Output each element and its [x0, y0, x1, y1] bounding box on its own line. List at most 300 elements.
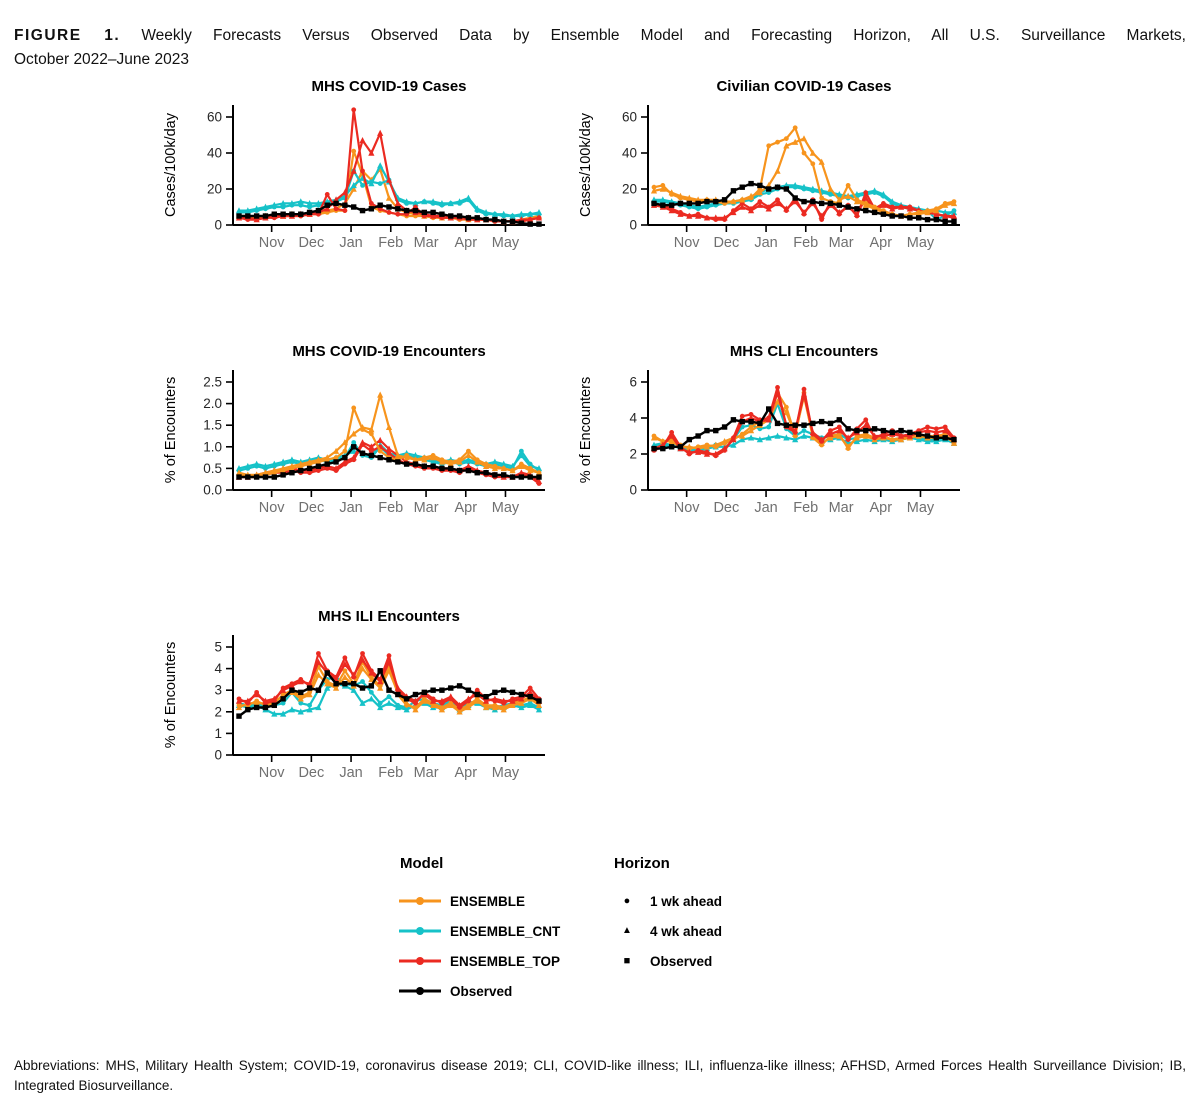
data-point-circle: [290, 203, 295, 208]
x-tick-label: Apr: [869, 235, 893, 251]
data-point-circle: [404, 703, 409, 708]
data-point-square: [881, 428, 886, 433]
data-point-circle: [334, 206, 339, 211]
data-point-circle: [431, 696, 436, 701]
data-point-circle: [766, 425, 771, 430]
data-point-square: [925, 433, 930, 438]
data-point-circle: [492, 212, 497, 217]
data-point-square: [536, 698, 541, 703]
data-point-square: [245, 213, 250, 218]
x-tick-label: Jan: [339, 235, 363, 251]
data-point-square: [828, 201, 833, 206]
data-point-circle: [528, 217, 533, 222]
data-point-square: [360, 685, 365, 690]
data-point-circle: [413, 701, 418, 706]
data-point-square: [845, 426, 850, 431]
chart-mhs-cli-encounters: [575, 342, 995, 526]
data-point-square: [386, 204, 391, 209]
data-point-square: [792, 423, 797, 428]
data-point-square: [828, 421, 833, 426]
data-point-square: [660, 203, 665, 208]
y-tick-label: 3: [214, 682, 222, 698]
data-point-circle: [466, 197, 471, 202]
data-point-square: [316, 464, 321, 469]
data-point-square: [280, 696, 285, 701]
data-point-triangle: [827, 186, 833, 192]
data-point-circle: [404, 453, 409, 458]
data-point-circle: [802, 151, 807, 156]
data-point-square: [351, 444, 356, 449]
data-point-square: [687, 201, 692, 206]
data-point-square: [669, 444, 674, 449]
x-tick-label: Nov: [258, 500, 285, 516]
data-point-square: [466, 468, 471, 473]
data-point-circle: [387, 653, 392, 658]
y-axis-title: Cases/100k/day: [578, 113, 594, 217]
data-point-square: [678, 201, 683, 206]
x-tick-label: Feb: [793, 500, 819, 516]
data-point-square: [333, 681, 338, 686]
data-point-square: [369, 206, 374, 211]
data-point-circle: [766, 205, 771, 210]
data-point-circle: [484, 462, 489, 467]
data-point-square: [475, 470, 480, 475]
data-point-circle: [846, 437, 851, 442]
data-point-circle: [510, 214, 515, 219]
data-point-square: [784, 186, 789, 191]
data-point-triangle: [359, 137, 365, 143]
data-point-square: [448, 685, 453, 690]
data-point-square: [307, 685, 312, 690]
x-tick-label: Jan: [754, 500, 778, 516]
data-point-square: [536, 221, 541, 226]
data-point-circle: [316, 203, 321, 208]
legend-model-column: [398, 855, 573, 1006]
chart-mhs-covid19-encounters: [160, 342, 580, 526]
data-point-circle: [731, 208, 736, 213]
data-point-circle: [298, 677, 303, 682]
ensemble-top-line-swatch-icon: [398, 956, 442, 966]
y-tick-label: 20: [621, 181, 637, 197]
data-point-circle: [863, 190, 868, 195]
x-tick-label: May: [906, 235, 935, 251]
data-point-square: [430, 464, 435, 469]
data-point-circle: [360, 169, 365, 174]
data-point-square: [316, 688, 321, 693]
data-point-circle: [378, 701, 383, 706]
data-point-circle: [872, 435, 877, 440]
data-point-circle: [351, 457, 356, 462]
data-point-square: [377, 203, 382, 208]
data-point-square: [483, 217, 488, 222]
data-point-circle: [749, 206, 754, 211]
data-point-square: [845, 204, 850, 209]
data-point-circle: [342, 655, 347, 660]
data-point-circle: [272, 205, 277, 210]
data-point-square: [325, 203, 330, 208]
data-point-circle: [802, 428, 807, 433]
data-point-circle: [722, 217, 727, 222]
data-point-square: [483, 694, 488, 699]
data-point-square: [916, 215, 921, 220]
legend-item-label: ENSEMBLE_CNT: [450, 923, 561, 939]
chart-title: MHS COVID-19 Encounters: [292, 343, 486, 360]
y-axis-title: Cases/100k/day: [163, 113, 179, 217]
chart-canvas: [575, 342, 995, 526]
data-point-square: [263, 474, 268, 479]
data-point-square: [519, 221, 524, 226]
chart-title: MHS COVID-19 Cases: [311, 78, 467, 95]
data-point-square: [404, 208, 409, 213]
data-point-circle: [422, 455, 427, 460]
data-point-square: [898, 428, 903, 433]
data-point-square: [775, 185, 780, 190]
data-point-circle: [342, 208, 347, 213]
data-point-circle: [254, 699, 259, 704]
legend-item-label: ENSEMBLE_TOP: [450, 953, 561, 969]
data-point-square: [695, 433, 700, 438]
data-point-square: [501, 688, 506, 693]
data-point-circle: [466, 699, 471, 704]
data-point-circle: [395, 212, 400, 217]
figure-caption-text: Weekly Forecasts Versus Observed Data by Ensemble Model and Forecasting Horizon, All U.S. Surveillance Markets,: [141, 26, 1186, 44]
data-point-square: [713, 428, 718, 433]
x-tick-label: Dec: [713, 235, 740, 251]
data-point-circle: [351, 107, 356, 112]
y-tick-label: 0: [214, 747, 222, 763]
data-point-square: [819, 419, 824, 424]
data-point-circle: [237, 696, 242, 701]
data-point-circle: [369, 431, 374, 436]
data-point-circle: [431, 201, 436, 206]
data-point-square: [907, 215, 912, 220]
data-point-square: [810, 421, 815, 426]
data-point-circle: [705, 215, 710, 220]
y-tick-label: 1.0: [203, 439, 222, 455]
figure-caption: [14, 24, 1186, 72]
data-point-circle: [387, 210, 392, 215]
data-point-square: [731, 417, 736, 422]
data-point-circle: [492, 464, 497, 469]
chart-canvas: [160, 342, 580, 526]
data-point-circle: [669, 430, 674, 435]
data-point-circle: [731, 435, 736, 440]
data-point-circle: [440, 701, 445, 706]
data-point-square: [527, 694, 532, 699]
data-point-square: [298, 212, 303, 217]
data-point-square: [254, 705, 259, 710]
data-point-square: [660, 446, 665, 451]
x-tick-label: Feb: [378, 500, 404, 516]
data-point-circle: [528, 462, 533, 467]
data-point-circle: [281, 205, 286, 210]
x-tick-label: Nov: [673, 500, 700, 516]
data-point-square: [801, 423, 806, 428]
data-point-square: [527, 474, 532, 479]
chart-title: MHS CLI Encounters: [729, 343, 879, 360]
data-point-circle: [369, 179, 374, 184]
x-tick-label: Feb: [378, 235, 404, 251]
x-tick-label: Mar: [413, 765, 439, 781]
data-point-square: [289, 688, 294, 693]
data-point-square: [863, 428, 868, 433]
data-point-circle: [448, 696, 453, 701]
data-point-square: [492, 217, 497, 222]
data-point-square: [369, 683, 374, 688]
data-point-circle: [290, 681, 295, 686]
chart-mhs-covid19-cases: [160, 77, 580, 261]
y-tick-label: 4: [629, 410, 637, 426]
y-tick-label: 2.5: [203, 374, 222, 390]
data-point-square: [837, 203, 842, 208]
data-point-square: [466, 215, 471, 220]
data-point-square: [457, 213, 462, 218]
data-point-square: [413, 461, 418, 466]
data-point-square: [263, 213, 268, 218]
data-point-circle: [440, 705, 445, 710]
data-point-square: [519, 692, 524, 697]
x-tick-label: Dec: [298, 235, 325, 251]
data-point-square: [404, 461, 409, 466]
data-point-square: [492, 472, 497, 477]
data-point-square: [510, 690, 515, 695]
data-point-circle: [740, 432, 745, 437]
data-point-circle: [784, 208, 789, 213]
data-point-square: [280, 212, 285, 217]
y-tick-label: 40: [621, 145, 637, 161]
data-point-square: [377, 455, 382, 460]
legend: [398, 855, 722, 1006]
data-point-square: [713, 199, 718, 204]
data-point-circle: [475, 457, 480, 462]
legend-model-header: Model: [400, 855, 444, 872]
data-point-square: [422, 210, 427, 215]
data-point-circle: [404, 201, 409, 206]
data-point-square: [325, 670, 330, 675]
data-point-square: [784, 423, 789, 428]
data-point-circle: [757, 199, 762, 204]
x-tick-label: Apr: [454, 500, 478, 516]
data-point-square: [695, 201, 700, 206]
data-point-square: [527, 221, 532, 226]
data-point-circle: [837, 425, 842, 430]
y-tick-label: 0: [214, 217, 222, 233]
data-point-square: [360, 451, 365, 456]
data-point-square: [722, 197, 727, 202]
y-tick-label: 2: [214, 704, 222, 720]
data-point-square: [280, 472, 285, 477]
data-point-circle: [934, 426, 939, 431]
data-point-square: [351, 204, 356, 209]
data-point-circle: [784, 136, 789, 141]
data-point-circle: [819, 217, 824, 222]
data-point-square: [942, 435, 947, 440]
data-point-square: [298, 690, 303, 695]
data-point-square: [342, 203, 347, 208]
y-tick-label: 0.0: [203, 482, 222, 498]
data-point-circle: [652, 434, 657, 439]
data-point-circle: [281, 686, 286, 691]
data-point-circle: [325, 192, 330, 197]
data-point-circle: [307, 703, 312, 708]
data-point-circle: [943, 425, 948, 430]
data-point-circle: [863, 201, 868, 206]
figure-caption-line2: October 2022–June 2023: [14, 50, 189, 68]
data-point-square: [942, 219, 947, 224]
data-point-square: [254, 213, 259, 218]
data-point-circle: [775, 197, 780, 202]
data-point-triangle: [386, 195, 392, 201]
data-point-circle: [484, 212, 489, 217]
data-point-square: [263, 705, 268, 710]
data-point-square: [740, 185, 745, 190]
data-point-square: [792, 195, 797, 200]
data-point-circle: [475, 208, 480, 213]
data-point-square: [801, 199, 806, 204]
data-point-circle: [713, 444, 718, 449]
x-tick-label: Apr: [869, 500, 893, 516]
data-point-circle: [952, 208, 957, 213]
x-tick-label: Dec: [298, 500, 325, 516]
legend-item-4wk-ahead: [612, 916, 722, 946]
data-point-circle: [722, 441, 727, 446]
data-point-square: [748, 181, 753, 186]
data-point-square: [651, 446, 656, 451]
data-point-square: [722, 424, 727, 429]
data-point-circle: [863, 417, 868, 422]
data-point-circle: [440, 203, 445, 208]
data-point-square: [325, 461, 330, 466]
data-point-circle: [793, 125, 798, 130]
chart-civilian-covid19-cases: [575, 77, 995, 261]
data-point-circle: [360, 183, 365, 188]
data-point-circle: [360, 442, 365, 447]
x-tick-label: Dec: [713, 500, 740, 516]
data-point-circle: [334, 675, 339, 680]
data-point-circle: [828, 428, 833, 433]
data-point-circle: [537, 215, 542, 220]
data-point-circle: [378, 449, 383, 454]
y-axis-title: % of Encounters: [163, 641, 179, 749]
data-point-circle: [528, 686, 533, 691]
data-point-circle: [254, 690, 259, 695]
x-tick-label: Apr: [454, 765, 478, 781]
data-point-circle: [510, 468, 515, 473]
data-point-square: [448, 213, 453, 218]
data-point-square: [775, 421, 780, 426]
data-point-circle: [492, 699, 497, 704]
x-tick-label: Jan: [339, 500, 363, 516]
data-point-circle: [369, 201, 374, 206]
data-point-circle: [846, 183, 851, 188]
data-point-circle: [802, 387, 807, 392]
y-tick-label: 60: [621, 109, 637, 125]
data-point-square: [245, 707, 250, 712]
data-point-circle: [766, 416, 771, 421]
x-tick-label: Jan: [339, 765, 363, 781]
y-tick-label: 60: [206, 109, 222, 125]
y-tick-label: 6: [629, 374, 637, 390]
data-point-circle: [466, 449, 471, 454]
square-marker-icon: ■: [623, 954, 631, 967]
data-point-circle: [378, 181, 383, 186]
legend-horizon-header: Horizon: [614, 855, 670, 872]
data-point-circle: [705, 443, 710, 448]
data-point-square: [519, 474, 524, 479]
data-point-circle: [916, 210, 921, 215]
data-point-square: [457, 468, 462, 473]
data-point-circle: [519, 449, 524, 454]
data-point-circle: [775, 140, 780, 145]
data-point-circle: [360, 651, 365, 656]
data-point-square: [289, 470, 294, 475]
data-point-circle: [387, 694, 392, 699]
data-point-circle: [696, 448, 701, 453]
observed-line-swatch-icon: [398, 986, 442, 996]
abbreviations-footnote: Abbreviations: MHS, Military Health System; COVID-19, coronavirus disease 2019; CLI, COVID-like illness; ILI, influenza-like illness; AFHSD, Armed Forces Health Surveillance Division; IB, Integrated Biosurveillance.: [14, 1057, 1186, 1093]
x-tick-label: Nov: [258, 235, 285, 251]
data-point-square: [951, 219, 956, 224]
data-point-square: [854, 428, 859, 433]
data-point-circle: [872, 205, 877, 210]
data-point-circle: [775, 385, 780, 390]
data-point-square: [395, 692, 400, 697]
y-tick-label: 4: [214, 661, 222, 677]
y-tick-label: 20: [206, 181, 222, 197]
data-point-square: [236, 213, 241, 218]
data-point-triangle: [377, 162, 383, 168]
data-point-circle: [492, 703, 497, 708]
data-point-square: [272, 212, 277, 217]
data-point-square: [951, 437, 956, 442]
data-point-square: [757, 183, 762, 188]
data-point-circle: [448, 460, 453, 465]
data-point-circle: [713, 217, 718, 222]
data-point-circle: [846, 446, 851, 451]
data-point-square: [360, 208, 365, 213]
data-point-square: [748, 419, 753, 424]
data-point-circle: [881, 194, 886, 199]
x-tick-label: May: [491, 765, 520, 781]
data-point-square: [413, 692, 418, 697]
data-point-circle: [660, 183, 665, 188]
data-point-circle: [457, 705, 462, 710]
data-point-square: [404, 696, 409, 701]
data-point-circle: [298, 203, 303, 208]
data-point-square: [457, 683, 462, 688]
data-point-square: [333, 201, 338, 206]
data-point-square: [377, 668, 382, 673]
data-point-circle: [678, 210, 683, 215]
data-point-circle: [925, 208, 930, 213]
figure-caption-line1: [14, 24, 1186, 48]
x-tick-label: Mar: [828, 235, 854, 251]
data-point-circle: [855, 214, 860, 219]
data-point-circle: [501, 214, 506, 219]
data-point-circle: [687, 214, 692, 219]
data-point-circle: [369, 690, 374, 695]
legend-item-ensemble-top: [398, 946, 573, 976]
data-point-circle: [254, 464, 259, 469]
data-point-circle: [731, 199, 736, 204]
data-point-circle: [457, 457, 462, 462]
y-tick-label: 0.5: [203, 460, 222, 476]
data-point-circle: [810, 161, 815, 166]
data-point-square: [475, 692, 480, 697]
data-point-square: [369, 453, 374, 458]
data-point-square: [386, 457, 391, 462]
data-point-circle: [943, 214, 948, 219]
